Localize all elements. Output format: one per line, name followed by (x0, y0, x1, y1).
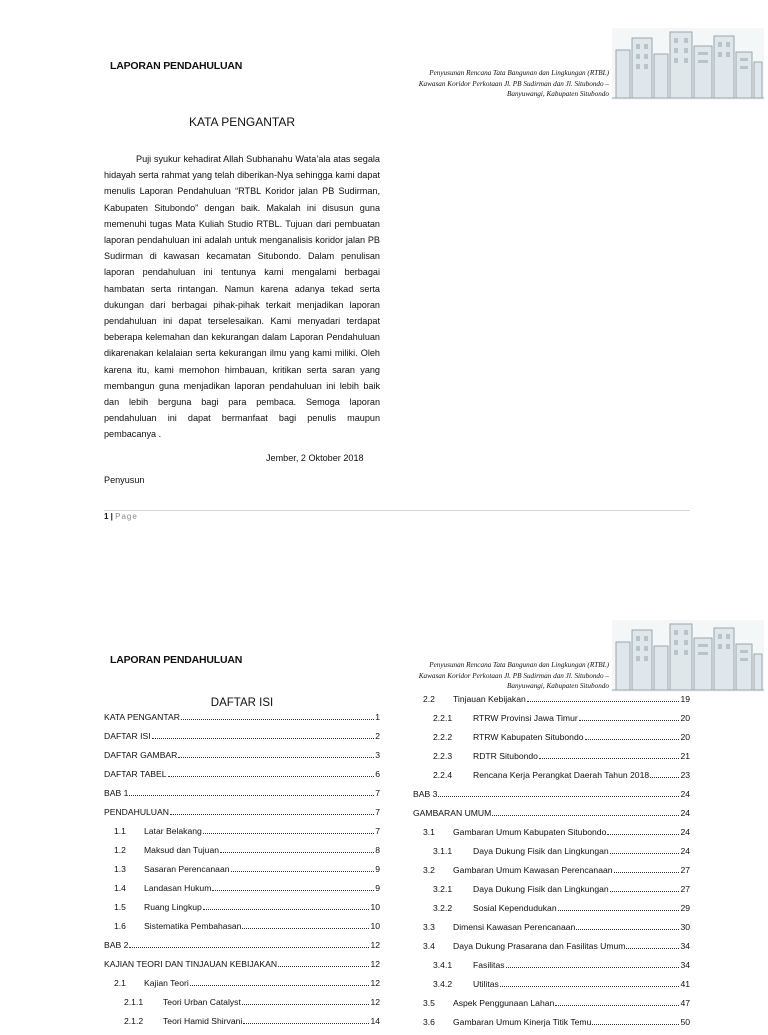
toc-entry-page: 34 (680, 941, 690, 951)
toc-entry-number: 2.1 (114, 978, 126, 988)
toc-entry-number: 3.2 (423, 865, 435, 875)
toc-entry[interactable] (433, 846, 690, 864)
toc-leader (626, 941, 679, 949)
toc-entry-number: 2.2.3 (433, 751, 453, 761)
toc-entry[interactable] (114, 921, 380, 939)
toc-entry-label: Teori Hamid Shirvani (163, 1016, 243, 1026)
toc-entry[interactable] (124, 997, 380, 1015)
toc-entry-page: 30 (680, 922, 690, 932)
toc-entry-label: Teori Urban Catalyst (163, 997, 241, 1007)
toc-entry[interactable] (104, 788, 380, 806)
toc-entry-label: DAFTAR TABEL (104, 769, 167, 779)
toc-entry-number: 3.4.1 (433, 960, 453, 970)
toc-entry-page: 24 (680, 789, 690, 799)
toc-entry-label: KAJIAN TEORI DAN TINJAUAN KEBIJAKAN (104, 959, 278, 969)
toc-entry-page: 10 (370, 921, 380, 931)
toc-leader (129, 940, 369, 948)
foreword-date: Jember, 2 Oktober 2018 (266, 453, 364, 463)
toc-entry[interactable] (114, 845, 380, 863)
header-line-1: Penyusunan Rencana Tata Bangunan dan Lingkungan (RTBL) (429, 69, 609, 77)
toc-leader (558, 903, 680, 911)
toc-leader (242, 997, 370, 1005)
footer-divider (104, 510, 690, 511)
toc-entry-page: 27 (680, 884, 690, 894)
header-line-2: Kawasan Koridor Perkotaan Jl. PB Sudirman dan Jl. Situbondo – (418, 671, 609, 680)
toc-entry-number: 2.1.2 (124, 1016, 144, 1026)
toc-leader (506, 960, 680, 968)
toc-entry[interactable] (423, 941, 690, 959)
header-project-description (279, 68, 609, 100)
toc-entry[interactable] (423, 998, 690, 1016)
toc-entry[interactable] (423, 827, 690, 845)
toc-entry[interactable] (433, 713, 690, 731)
toc-leader (492, 808, 679, 816)
toc-entry-page: 12 (370, 959, 380, 969)
toc-entry-page: 20 (680, 732, 690, 742)
toc-entry-number: 1.3 (114, 864, 126, 874)
footer-page-word: Page (115, 512, 138, 521)
toc-entry-page: 3 (375, 750, 380, 760)
toc-entry-label: Ruang Lingkup (144, 902, 202, 912)
toc-entry-page: 27 (680, 865, 690, 875)
toc-entry[interactable] (104, 712, 380, 730)
header-project-description (279, 660, 609, 692)
toc-entry-page: 10 (370, 902, 380, 912)
toc-entry-number: 3.2.1 (433, 884, 453, 894)
toc-entry[interactable] (413, 789, 690, 807)
toc-entry[interactable] (423, 694, 690, 712)
toc-entry[interactable] (104, 807, 380, 825)
toc-entry-label: Fasilitas (473, 960, 505, 970)
toc-leader (152, 731, 375, 739)
toc-entry-page: 29 (680, 903, 690, 913)
toc-entry[interactable] (114, 864, 380, 882)
toc-entry-label: BAB 2 (104, 940, 129, 950)
toc-entry-label: Maksud dan Tujuan (144, 845, 220, 855)
toc-entry-page: 9 (375, 864, 380, 874)
page-number: 1 (104, 512, 109, 521)
city-skyline-icon (612, 620, 764, 692)
toc-entry-number: 1.2 (114, 845, 126, 855)
toc-entry-page: 47 (680, 998, 690, 1008)
toc-entry-number: 1.1 (114, 826, 126, 836)
header-line-1: Penyusunan Rencana Tata Bangunan dan Lingkungan (RTBL) (429, 661, 609, 669)
page-heading: KATA PENGANTAR (188, 115, 296, 129)
toc-entry-label: Aspek Penggunaan Lahan (453, 998, 555, 1008)
toc-entry[interactable] (433, 960, 690, 978)
toc-entry-page: 14 (370, 1016, 380, 1026)
toc-leader (220, 845, 374, 853)
toc-entry-page: 12 (370, 997, 380, 1007)
toc-leader (203, 826, 374, 834)
toc-entry-page: 7 (375, 807, 380, 817)
toc-entry-number: 2.2.2 (433, 732, 453, 742)
toc-entry-number: 3.1.1 (433, 846, 453, 856)
toc-entry-number: 1.4 (114, 883, 126, 893)
toc-leader (203, 902, 370, 910)
toc-entry[interactable] (413, 808, 690, 826)
toc-entry-label: Latar Belakang (144, 826, 202, 836)
toc-entry[interactable] (114, 826, 380, 844)
toc-leader (500, 979, 680, 987)
toc-leader (168, 769, 375, 777)
toc-entry-page: 20 (680, 713, 690, 723)
toc-entry[interactable] (104, 731, 380, 749)
toc-entry-page: 1 (375, 712, 380, 722)
toc-entry[interactable] (433, 979, 690, 997)
toc-leader (555, 998, 679, 1006)
toc-entry-label: Daya Dukung Fisik dan Lingkungan (473, 846, 609, 856)
toc-entry-label: Dimensi Kawasan Perencanaan (453, 922, 576, 932)
toc-entry-label: Sosial Kependudukan (473, 903, 557, 913)
toc-entry[interactable] (124, 1016, 380, 1034)
toc-entry[interactable] (423, 922, 690, 940)
toc-entry-label: Sasaran Perencanaan (144, 864, 230, 874)
header-title: LAPORAN PENDAHULUAN (110, 654, 243, 666)
toc-leader (576, 922, 679, 930)
toc-title: DAFTAR ISI (210, 697, 274, 709)
foreword-signature: Penyusun (104, 475, 145, 485)
toc-entry-label: Tinjauan Kebijakan (453, 694, 526, 704)
toc-entry[interactable] (104, 750, 380, 768)
toc-entry[interactable] (114, 902, 380, 920)
header-line-3: Banyuwangi, Kabupaten Situbondo (506, 90, 609, 98)
toc-entry-page: 12 (370, 940, 380, 950)
toc-entry-number: 3.1 (423, 827, 435, 837)
toc-leader (438, 789, 679, 797)
toc-entry[interactable] (114, 883, 380, 901)
toc-entry-label: GAMBARAN UMUM (413, 808, 492, 818)
toc-entry-label: DAFTAR GAMBAR (104, 750, 178, 760)
toc-entry-page: 19 (680, 694, 690, 704)
toc-entry-page: 24 (680, 827, 690, 837)
toc-entry-label: Rencana Kerja Perangkat Daerah Tahun 2018 (473, 770, 650, 780)
toc-entry-page: 24 (680, 808, 690, 818)
toc-entry-label: PENDAHULUAN (104, 807, 169, 817)
toc-entry-number: 3.3 (423, 922, 435, 932)
toc-entry-label: Gambaran Umum Kabupaten Situbondo (453, 827, 607, 837)
toc-entry-label: KATA PENGANTAR (104, 712, 180, 722)
toc-leader (610, 884, 680, 892)
toc-leader (181, 712, 374, 720)
city-skyline-icon (612, 28, 764, 100)
toc-entry-page: 7 (375, 826, 380, 836)
toc-entry-page: 7 (375, 788, 380, 798)
footer-separator: | (108, 512, 116, 521)
toc-entry[interactable] (114, 978, 380, 996)
toc-leader (129, 788, 374, 796)
toc-entry[interactable] (423, 865, 690, 883)
toc-entry-number: 1.5 (114, 902, 126, 912)
toc-entry[interactable] (433, 770, 690, 788)
toc-leader (231, 864, 375, 872)
toc-entry-label: RTRW Kabupaten Situbondo (473, 732, 584, 742)
toc-entry-number: 3.2.2 (433, 903, 453, 913)
toc-leader (178, 750, 374, 758)
toc-leader (610, 846, 680, 854)
toc-leader (614, 865, 680, 873)
foreword-paragraph: Puji syukur kehadirat Allah Subhanahu Wata’ala atas segala hidayah serta rahmat yang telah diberikan-Nya sehingga kami dapat menulis Laporan Pendahuluan “RTBL Koridor jalan PB Sudirman, Kabupaten Situbondo” dengan baik. Makalah ini disusun guna memenuhi tugas Mata Kuliah Studio RTBL. Tujuan dari pembuatan laporan pendahuluan ini adalah untuk menganalisis koridor jalan PB Sudirman di kawasan kecamatan Situbondo. Dalam penulisan laporan pendahuluan ini tentunya kami mengalami berbagai hambatan serta rintangan. Namun karena adanya tekad serta dukungan dari berbagai pihak-pihak terkait menjadikan laporan pendahuluan ini dapat terselesaikan. Kami menyadari terdapat beberapa kelemahan dan kekurangan dalam Laporan Pendahuluan dikarenakan kelalaian serta kekurangan ilmu yang kami miliki. Oleh karena itu, kami memohon himbauan, kritikan serta saran yang membangun guna menjadikan laporan pendahuluan ini lebih baik dan lebih berguna bagi para pembaca. Semoga laporan pendahuluan ini dapat bermanfaat bagi penulis maupun pembacanya . (104, 154, 380, 440)
toc-entry-label: Daya Dukung Fisik dan Lingkungan (473, 884, 609, 894)
toc-entry-page: 41 (680, 979, 690, 989)
toc-entry-page: 6 (375, 769, 380, 779)
toc-entry-page: 8 (375, 845, 380, 855)
toc-entry-label: Landasan Hukum (144, 883, 212, 893)
toc-entry-number: 2.1.1 (124, 997, 144, 1007)
toc-leader (170, 807, 374, 815)
toc-entry-number: 3.4 (423, 941, 435, 951)
toc-leader (585, 732, 680, 740)
toc-leader (212, 883, 374, 891)
toc-leader (539, 751, 679, 759)
toc-entry[interactable] (433, 751, 690, 769)
toc-entry[interactable] (433, 884, 690, 902)
toc-entry-label: Sistematika Pembahasan (144, 921, 242, 931)
toc-entry-number: 1.6 (114, 921, 126, 931)
toc-leader (278, 959, 369, 967)
toc-entry[interactable] (423, 1017, 690, 1035)
toc-leader (607, 827, 679, 835)
toc-entry[interactable] (104, 940, 380, 958)
toc-leader (650, 770, 679, 778)
page-footer (104, 512, 138, 521)
toc-entry-number: 3.4.2 (433, 979, 453, 989)
toc-entry-number: 2.2.1 (433, 713, 453, 723)
toc-entry-label: RTRW Provinsi Jawa Timur (473, 713, 578, 723)
header-title: LAPORAN PENDAHULUAN (110, 60, 243, 72)
toc-entry[interactable] (104, 769, 380, 787)
toc-entry-page: 34 (680, 960, 690, 970)
toc-leader (242, 921, 369, 929)
toc-entry-label: BAB 1 (104, 788, 129, 798)
toc-entry-page: 24 (680, 846, 690, 856)
toc-leader (190, 978, 370, 986)
toc-entry-number: 2.2 (423, 694, 435, 704)
toc-entry-label: Kajian Teori (144, 978, 189, 988)
toc-entry-page: 12 (370, 978, 380, 988)
toc-entry-page: 50 (680, 1017, 690, 1027)
toc-entry[interactable] (104, 959, 380, 977)
toc-entry[interactable] (433, 732, 690, 750)
toc-entry-page: 23 (680, 770, 690, 780)
toc-entry-page: 2 (375, 731, 380, 741)
toc-entry[interactable] (433, 903, 690, 921)
toc-entry-number: 3.5 (423, 998, 435, 1008)
toc-entry-label: Gambaran Umum Kinerja Titik Temu (453, 1017, 592, 1027)
toc-entry-number: 3.6 (423, 1017, 435, 1027)
toc-entry-page: 9 (375, 883, 380, 893)
toc-leader (579, 713, 680, 721)
header-line-2: Kawasan Koridor Perkotaan Jl. PB Sudirman dan Jl. Situbondo – (418, 79, 609, 88)
toc-entry-label: RDTR Situbondo (473, 751, 538, 761)
toc-entry-label: Utilitas (473, 979, 499, 989)
toc-entry-number: 2.2.4 (433, 770, 453, 780)
header-line-3: Banyuwangi, Kabupaten Situbondo (506, 682, 609, 690)
toc-entry-label: BAB 3 (413, 789, 438, 799)
toc-leader (527, 694, 680, 702)
toc-leader (243, 1016, 369, 1024)
toc-entry-label: Gambaran Umum Kawasan Perencanaan (453, 865, 613, 875)
toc-entry-label: Daya Dukung Prasarana dan Fasilitas Umum (453, 941, 626, 951)
toc-entry-page: 21 (680, 751, 690, 761)
toc-entry-label: DAFTAR ISI (104, 731, 151, 741)
